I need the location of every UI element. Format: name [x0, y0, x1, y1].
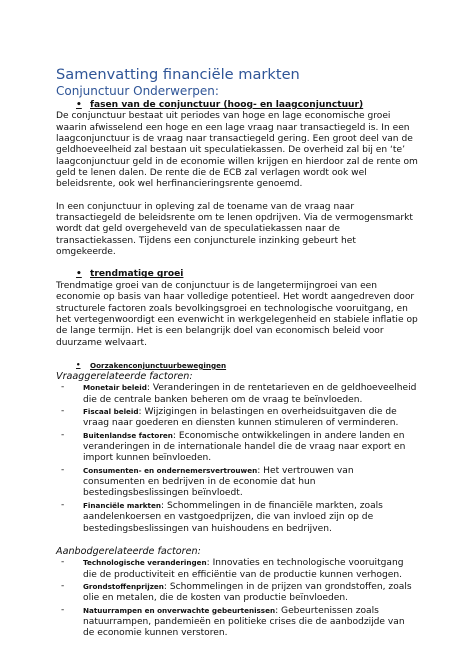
item-text: : Veranderingen in de rentetarieven en de geldhoeveelheid die de centrale banken beheren om de vraag te beïnvloeden.: [83, 383, 417, 405]
section-heading-text: Oorzakenconjunctuurbewegingen: [90, 360, 227, 370]
item-text: : Innovaties en technologische vooruitgang die de productiviteit en efficiëntie van de productie kunnen verhogen.: [83, 558, 404, 580]
supply-factor-list: [56, 557, 418, 639]
dash-icon: -: [61, 604, 65, 615]
document-subtitle: Conjunctuur Onderwerpen:: [56, 84, 219, 98]
dash-icon: -: [61, 581, 65, 592]
section-heading-text: fasen van de conjunctuur (hoog- en laagconjunctuur): [90, 100, 364, 110]
item-label: Natuurrampen en onverwachte gebeurtenissen: [83, 605, 276, 615]
subheading-vraag: Vraaggerelateerde factoren:: [56, 370, 193, 382]
list-item: [56, 430, 418, 465]
section-heading-trendmatige-groei: [56, 269, 418, 280]
item-label: Technologische veranderingen: [83, 558, 207, 568]
dash-icon: -: [61, 499, 65, 510]
list-item: [56, 500, 418, 535]
bullet-icon: •: [76, 360, 81, 369]
list-item: [56, 382, 418, 406]
list-item: [56, 406, 418, 430]
item-label: Monetair beleid: [83, 383, 147, 393]
list-item: [56, 557, 418, 581]
item-text: : Schommelingen in de prijzen van grondstoffen, zoals olie en metalen, die de kosten van productie beïnvloeden.: [83, 582, 412, 604]
section-heading-text: trendmatige groei: [90, 269, 184, 280]
subheading-aanbod: Aanbodgerelateerde factoren:: [56, 545, 201, 557]
paragraph: In een conjunctuur in opleving zal de toename van de vraag naar transactiegeld de beleidsrente om te lenen opdrijven. Via de vermogensmarkt wordt dat geld overgeheveld van de speculatiekassen naar de transactiekassen. Tijdens een conjuncturele inzinking gebeurt het omgekeerde.: [56, 201, 413, 258]
document-title: Samenvatting financiële markten: [56, 66, 300, 83]
section-heading-oorzaken: [56, 360, 418, 371]
dash-icon: -: [61, 557, 65, 568]
item-label: Fiscaal beleid: [83, 407, 139, 417]
section-heading-fasen: [56, 100, 418, 111]
dash-icon: -: [61, 464, 65, 475]
list-item: [56, 581, 418, 605]
item-label: Buitenlandse factoren: [83, 430, 173, 440]
item-label: Grondstoffenprijzen: [83, 582, 164, 592]
paragraph: De conjunctuur bestaat uit periodes van hoge en lage economische groei waarin afwisselend een hoge en een lage vraag naar transactiegeld is. In een laagconjunctuur is de vraag naar transactiegeld gering. Een groot deel van de geldhoeveelheid zal bestaan uit speculatiekassen. De overheid zal bij en ‘te’ laagconjunctuur geld in de economie willen krijgen en hierdoor zal de rente om geld te lenen dalen. De rente die de ECB zal verlagen wordt ook wel beleidsrente, ook wel herfinancieringsrente genoemd.: [56, 111, 418, 190]
item-label: Financiële markten: [83, 500, 161, 510]
bullet-icon: •: [76, 269, 82, 280]
item-text: : Economische ontwikkelingen in andere landen en veranderingen in de internationale handel die de vraag naar export en import kunnen beïnvloeden.: [83, 430, 406, 464]
item-text: : Het vertrouwen van consumenten en bedrijven in de economie dat hun bestedingsbeslissingen beïnvloedt.: [83, 465, 354, 499]
demand-factor-list: [56, 382, 418, 534]
paragraph: Trendmatige groei van de conjunctuur is de langetermijngroei van een economie op basis van haar volledige potentieel. Het wordt aangedreven door structurele factoren zoals bevolkingsgroei en technologische vooruitgang, en het vertegenwoordigt een evenwicht in werkgelegenheid en stabiele inflatie op de lange termijn. Het is een belangrijk doel van economisch beleid voor duurzame welvaart.: [56, 280, 418, 348]
list-item: [56, 605, 418, 640]
dash-icon: -: [61, 429, 65, 440]
item-text: : Schommelingen in de financiële markten, zoals aandelenkoersen en vastgoedprijzen, die van invloed zijn op de bestedingsbeslissingen van huishoudens en bedrijven.: [83, 500, 383, 534]
list-item: [56, 465, 418, 500]
item-label: Consumenten- en ondernemersvertrouwen: [83, 465, 258, 475]
item-text: : Wijzigingen in belastingen en overheidsuitgaven die de vraag naar goederen en diensten kunnen stimuleren of verminderen.: [83, 407, 399, 429]
dash-icon: -: [61, 406, 65, 417]
dash-icon: -: [61, 382, 65, 393]
item-text: : Gebeurtenissen zoals natuurrampen, pandemieën en politieke crises die de aanbodzijde van de economie kunnen verstoren.: [83, 605, 405, 639]
bullet-icon: •: [76, 100, 82, 110]
